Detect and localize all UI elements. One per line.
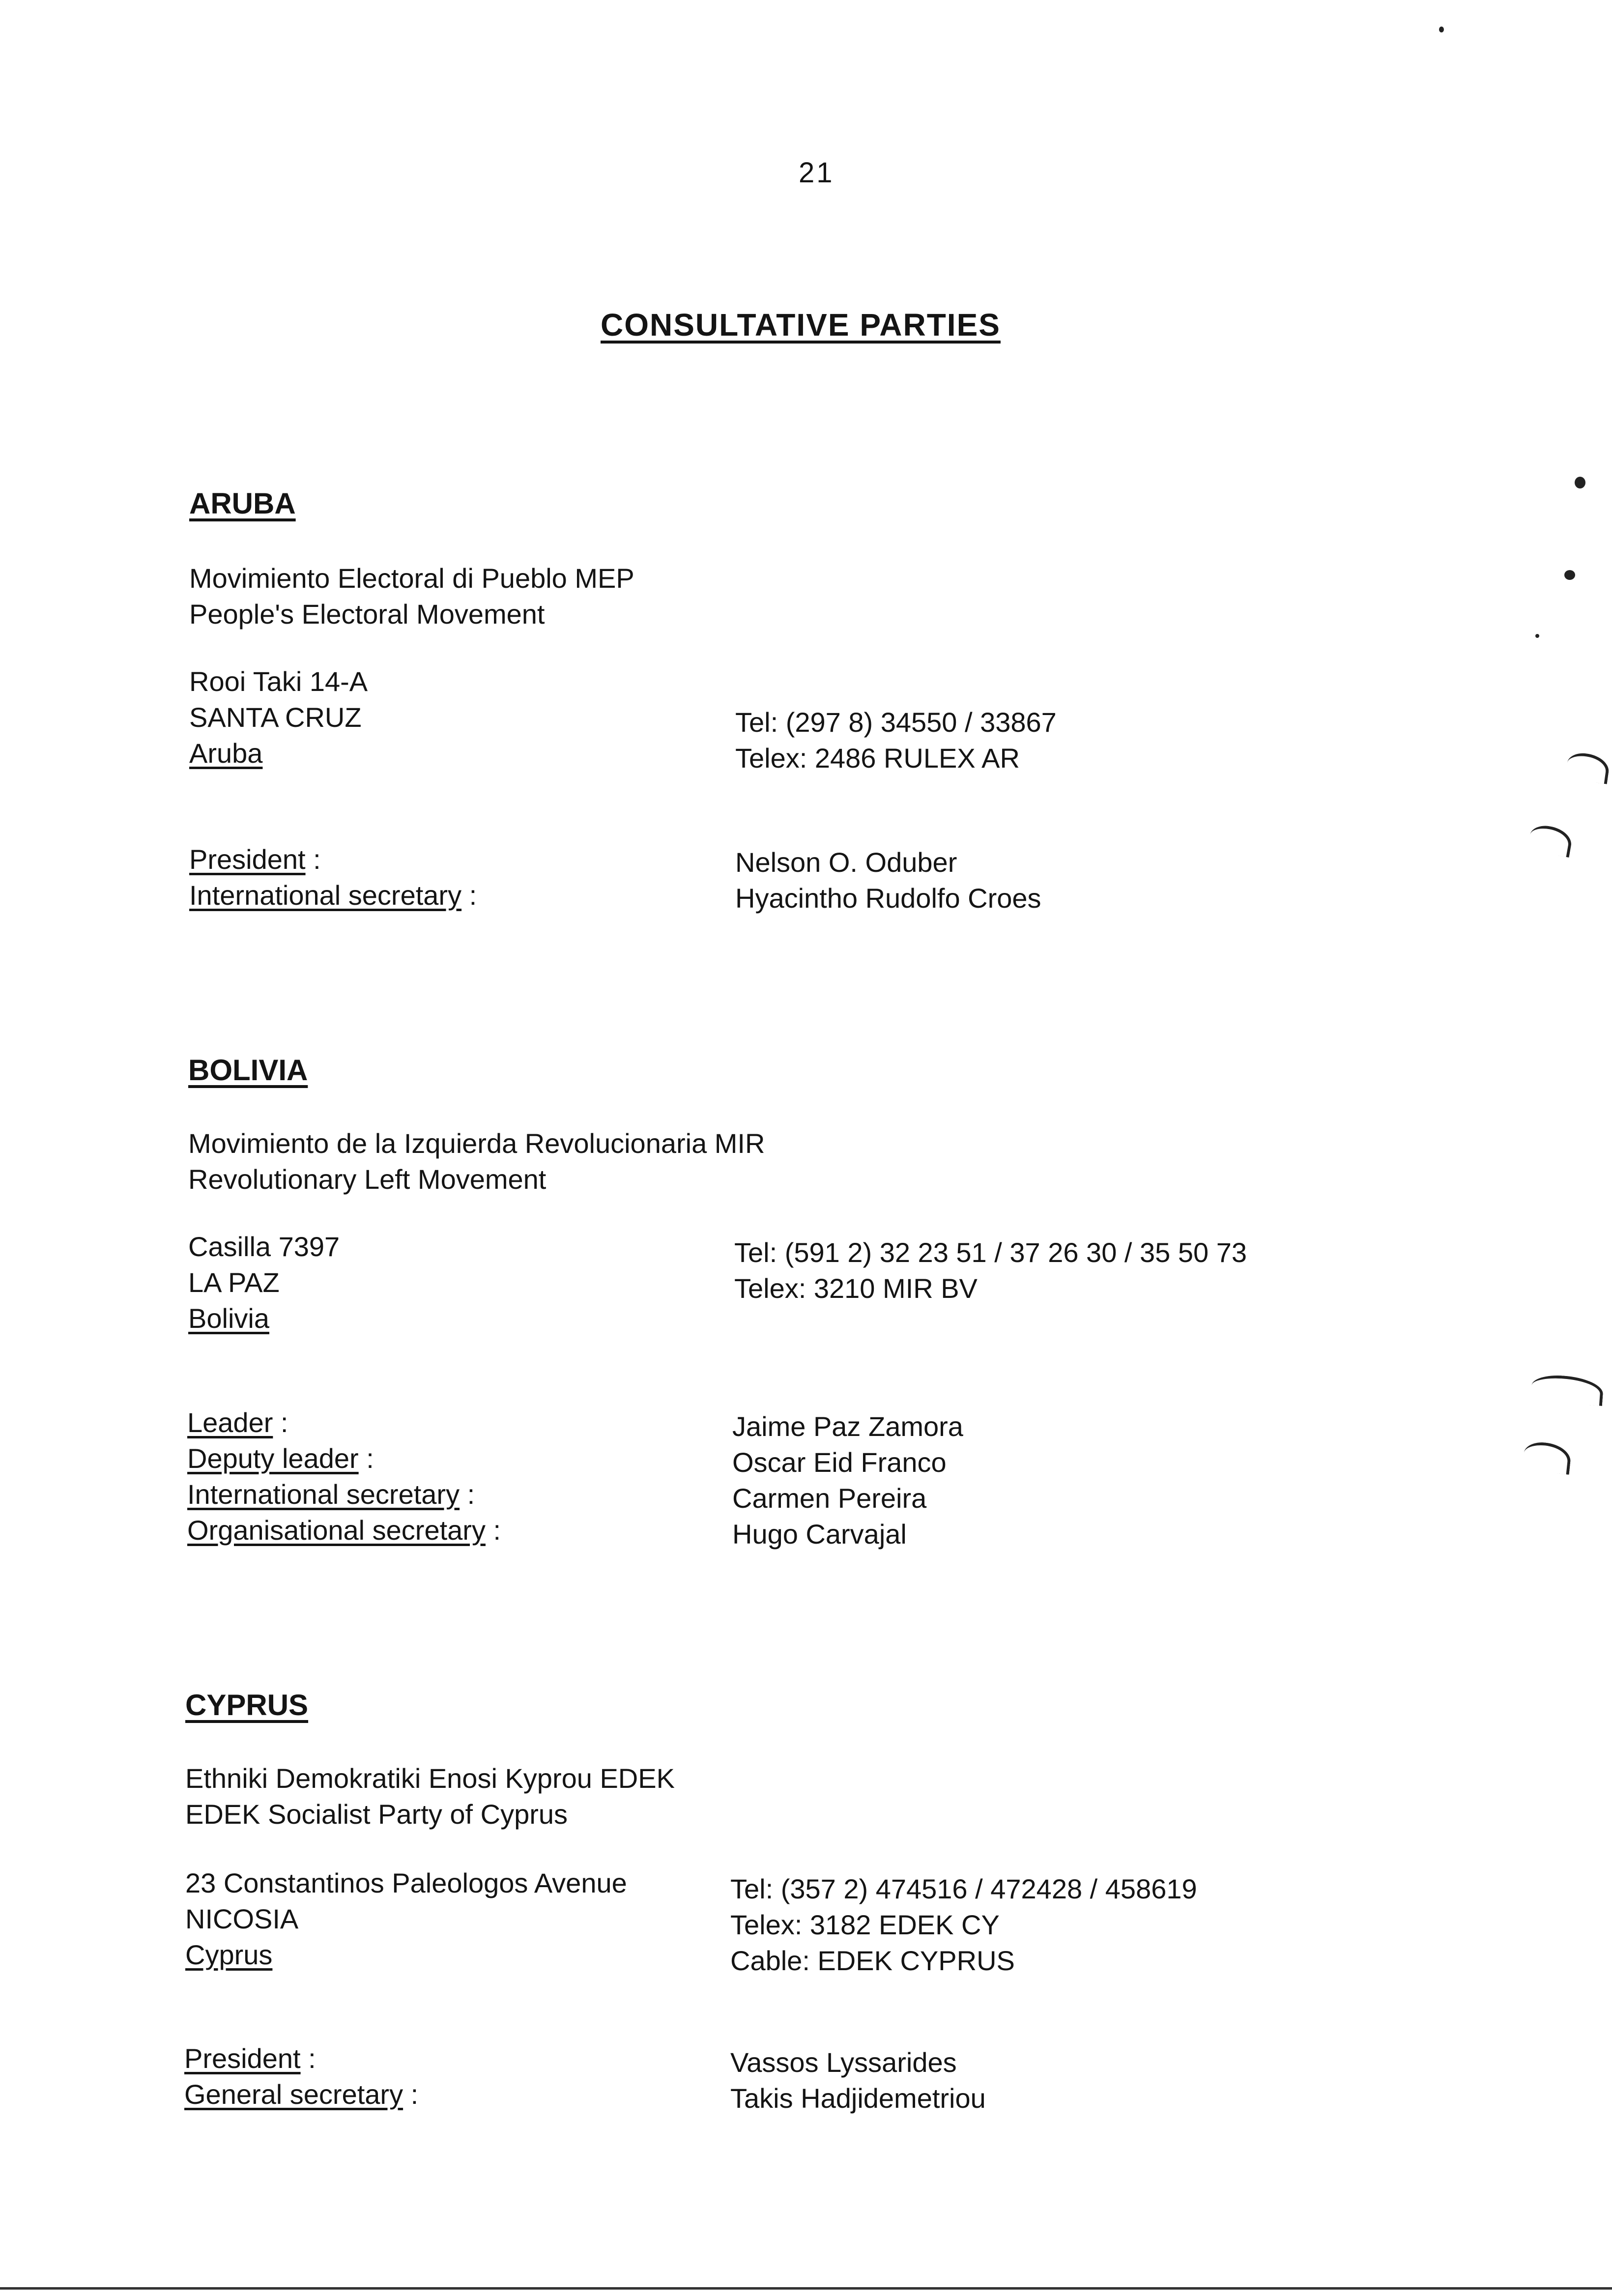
- contact-block: Tel: (357 2) 474516 / 472428 / 458619 Telex: 3182 EDEK CY Cable: EDEK CYPRUS: [730, 1873, 1197, 1976]
- punch-hole-mark: [1527, 823, 1574, 858]
- party-name: Ethniki Demokratiki Enosi Kyprou EDEK EDEK Socialist Party of Cyprus: [185, 1763, 675, 1830]
- contact-block: Tel: (591 2) 32 23 51 / 37 26 30 / 35 50 73 Telex: 3210 MIR BV: [734, 1237, 1247, 1304]
- punch-hole-mark: [1565, 751, 1611, 784]
- address-block: 23 Constantinos Paleologos Avenue NICOSIA Cyprus: [185, 1867, 627, 1970]
- party-name: Movimiento Electoral di Pueblo MEP People's Electoral Movement: [189, 563, 634, 630]
- punch-hole-mark: [1522, 1440, 1572, 1475]
- page-number: 21: [799, 157, 835, 189]
- page-title: CONSULTATIVE PARTIES: [601, 307, 1001, 343]
- officer-names: Jaime Paz Zamora Oscar Eid Franco Carmen Pereira Hugo Carvajal: [732, 1411, 963, 1550]
- page-edge-rule: [0, 2287, 1612, 2290]
- officer-names: Nelson O. Oduber Hyacintho Rudolfo Croes: [735, 847, 1041, 914]
- party-name: Movimiento de la Izquierda Revolucionaria MIR Revolutionary Left Movement: [188, 1128, 765, 1195]
- scan-speck: [1439, 27, 1444, 32]
- country-heading: BOLIVIA: [188, 1054, 308, 1087]
- scan-speck: [1535, 634, 1539, 638]
- officer-roles: Leader : Deputy leader : International secretary : Organisational secretary :: [187, 1407, 501, 1546]
- country-heading: ARUBA: [189, 487, 296, 520]
- address-block: Casilla 7397 LA PAZ Bolivia: [188, 1231, 340, 1334]
- address-block: Rooi Taki 14-A SANTA CRUZ Aruba: [189, 666, 368, 769]
- contact-block: Tel: (297 8) 34550 / 33867 Telex: 2486 RULEX AR: [735, 707, 1057, 774]
- scan-speck: [1564, 570, 1575, 580]
- officer-names: Vassos Lyssarides Takis Hadjidemetriou: [730, 2047, 986, 2114]
- punch-hole-mark: [1530, 1374, 1604, 1406]
- officer-roles: President : General secretary :: [184, 2043, 419, 2110]
- officer-roles: President : International secretary :: [189, 844, 477, 911]
- scan-speck: [1575, 477, 1585, 488]
- country-heading: CYPRUS: [185, 1689, 309, 1722]
